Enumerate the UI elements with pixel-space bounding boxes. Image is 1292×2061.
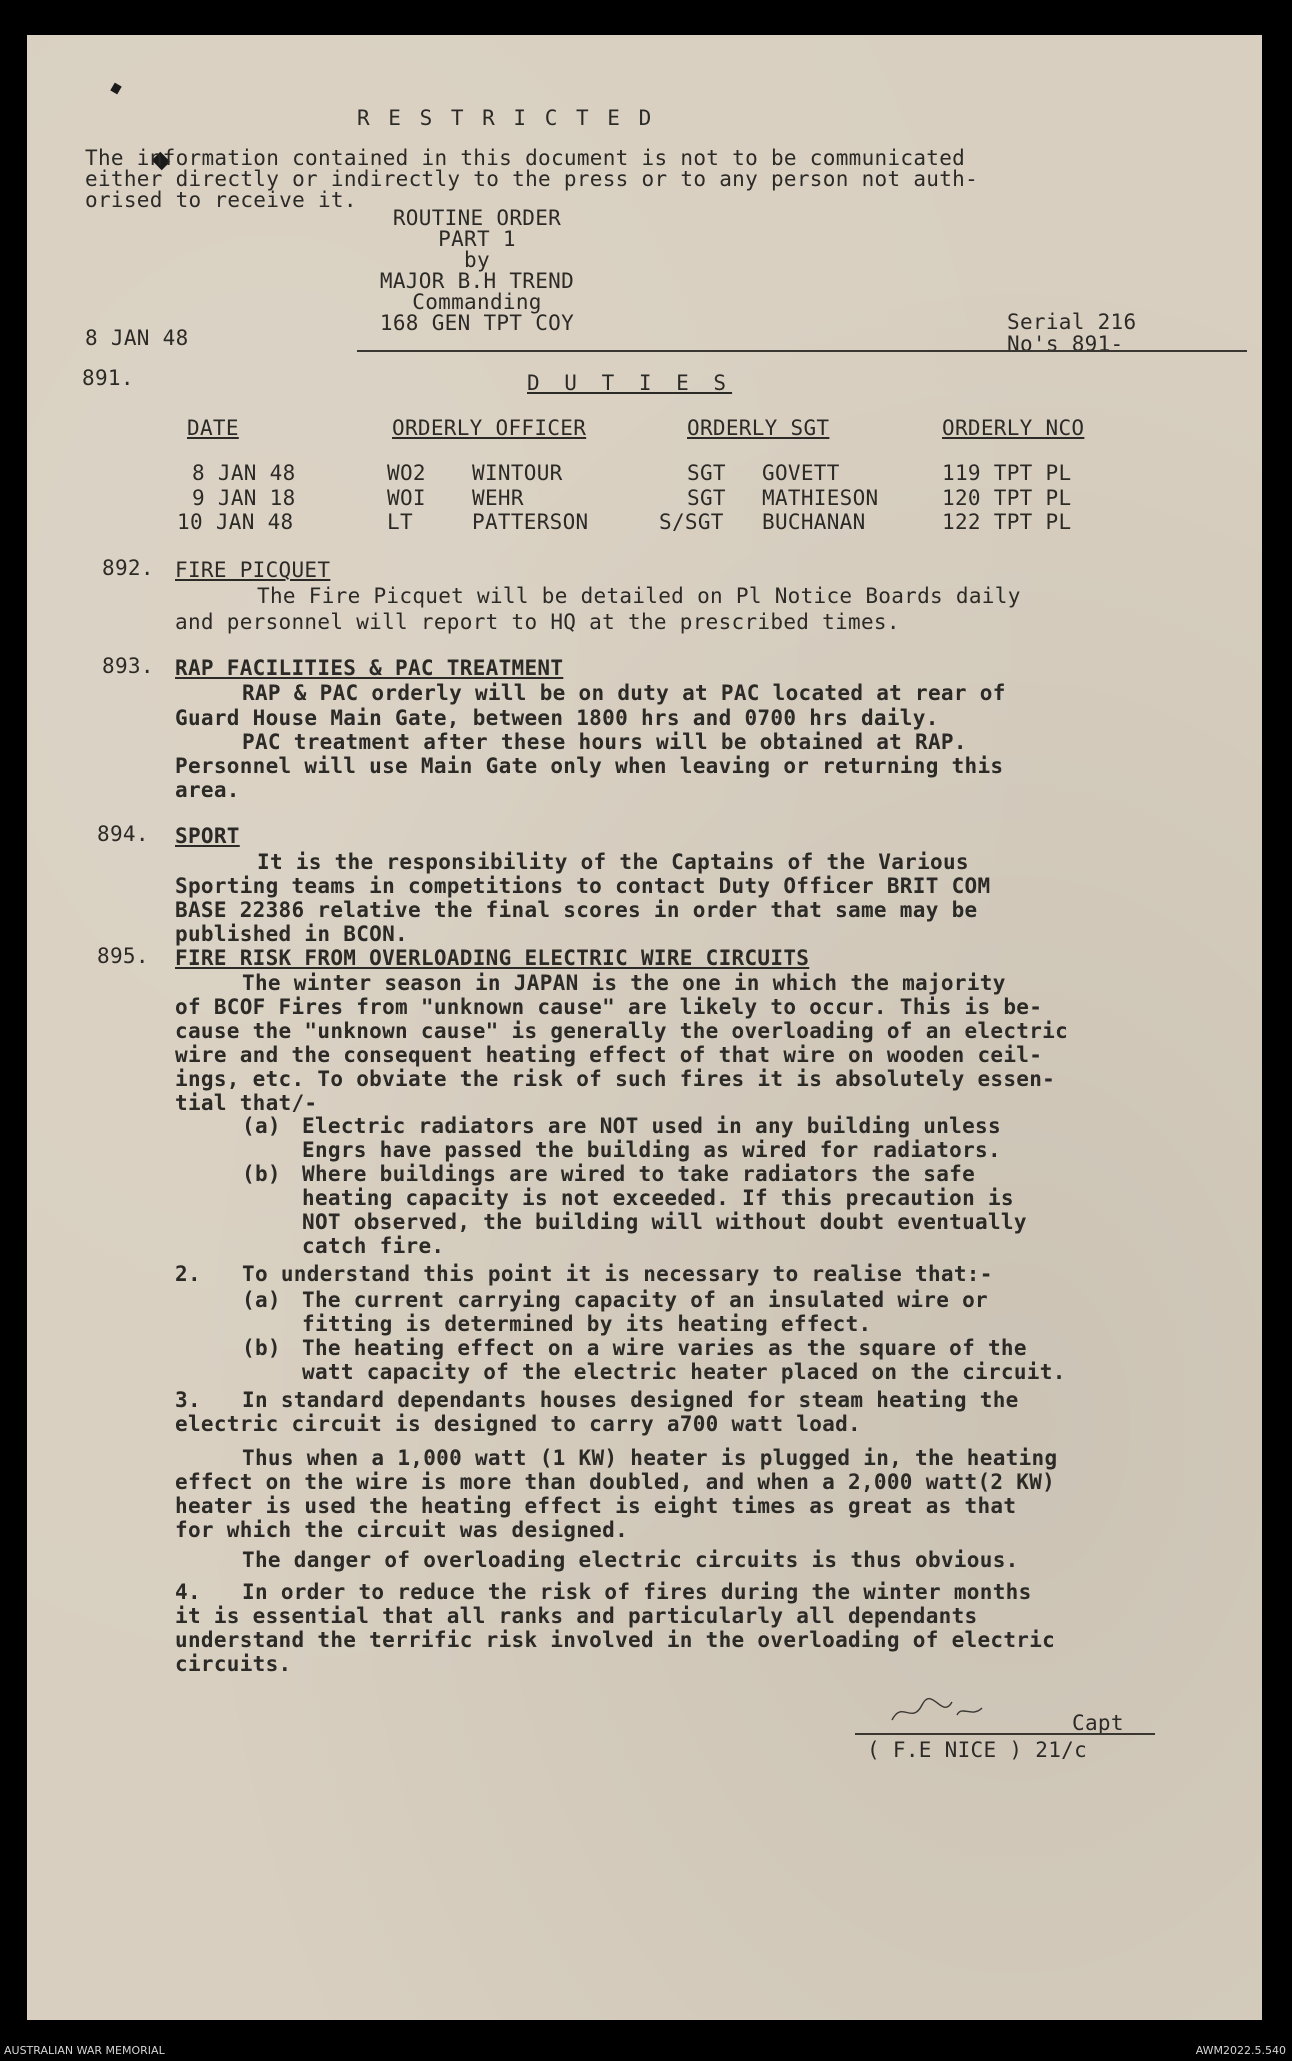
order-title: by <box>464 248 490 272</box>
body-line: The Fire Picquet will be detailed on Pl Notice Boards daily <box>257 584 1021 608</box>
body-line: Personnel will use Main Gate only when leaving or returning this <box>175 754 1004 778</box>
order-title: 168 GEN TPT COY <box>379 311 575 335</box>
order-title: ROUTINE ORDER <box>392 206 562 230</box>
body-line: circuits. <box>175 1652 292 1676</box>
document-page <box>27 35 1262 2020</box>
cell-sgt: MATHIESON <box>762 486 879 510</box>
section-title: FIRE PICQUET <box>175 558 331 582</box>
body-line: RAP & PAC orderly will be on duty at PAC located at rear of <box>242 681 1006 705</box>
cell-officer-rank: WOI <box>387 486 426 510</box>
body-line: area. <box>175 778 240 802</box>
notice-line: The information contained in this document is not to be communicated <box>85 146 966 170</box>
cell-sgt-rank: S/SGT <box>659 510 724 534</box>
ink-mark <box>110 83 121 95</box>
body-line: wire and the consequent heating effect of that wire on wooden ceil- <box>175 1043 1043 1067</box>
body-line: It is the responsibility of the Captains of the Various <box>257 850 969 874</box>
column-header: DATE <box>187 416 239 440</box>
body-line: tial that/- <box>175 1091 318 1115</box>
body-line: heater is used the heating effect is eight times as great as that <box>175 1494 1017 1518</box>
signature-line <box>855 1733 1155 1735</box>
body-line: The danger of overloading electric circuits is thus obvious. <box>242 1548 1019 1572</box>
item-label: (b) <box>242 1336 281 1360</box>
order-numbers: No's 891- <box>1007 332 1124 356</box>
body-line: it is essential that all ranks and particularly all dependants <box>175 1604 978 1628</box>
body-line: Thus when a 1,000 watt (1 KW) heater is plugged in, the heating <box>242 1446 1058 1470</box>
order-title: Commanding <box>412 290 542 314</box>
column-header: ORDERLY SGT <box>687 416 830 440</box>
body-line: heating capacity is not exceeded. If this precaution is <box>302 1186 1014 1210</box>
body-line: for which the circuit was designed. <box>175 1518 629 1542</box>
divider <box>357 350 1247 352</box>
body-line: Electric radiators are NOT used in any building unless <box>302 1114 1001 1138</box>
body-line: understand the terrific risk involved in the overloading of electric <box>175 1628 1056 1652</box>
signature-name: ( F.E NICE ) 21/c <box>867 1738 1088 1762</box>
body-line: PAC treatment after these hours will be obtained at RAP. <box>242 730 967 754</box>
item-label: (b) <box>242 1162 281 1186</box>
order-title: MAJOR B.H TREND <box>379 269 575 293</box>
footer-accession: AWM2022.5.540 <box>1195 2044 1286 2057</box>
body-line: and personnel will report to HQ at the prescribed times. <box>175 610 900 634</box>
section-title: D U T I E S <box>527 371 733 395</box>
body-line: BASE 22386 relative the final scores in order that same may be <box>175 898 978 922</box>
column-header: ORDERLY OFFICER <box>392 416 587 440</box>
handwritten-signature <box>887 1690 997 1730</box>
body-line: ings, etc. To obviate the risk of such fires it is absolutely essen- <box>175 1067 1056 1091</box>
section-number: 894. <box>97 822 149 846</box>
cell-officer-rank: LT <box>387 510 413 534</box>
body-line: Engrs have passed the building as wired for radiators. <box>302 1138 1001 1162</box>
order-title: PART 1 <box>438 227 516 251</box>
cell-officer: WEHR <box>472 486 524 510</box>
footer-source: AUSTRALIAN WAR MEMORIAL <box>4 2044 165 2057</box>
item-label: 2. <box>175 1262 201 1286</box>
item-label: (a) <box>242 1114 281 1138</box>
cell-nco: 122 TPT PL <box>942 510 1072 534</box>
item-label: 4. <box>175 1580 201 1604</box>
body-line: Sporting teams in competitions to contact Duty Officer BRIT COM <box>175 874 991 898</box>
body-line: fitting is determined by its heating effect. <box>302 1312 872 1336</box>
body-line: In order to reduce the risk of fires during the winter months <box>242 1580 1032 1604</box>
item-label: 3. <box>175 1388 201 1412</box>
cell-officer: PATTERSON <box>472 510 589 534</box>
body-line: The winter season in JAPAN is the one in which the majority <box>242 971 1006 995</box>
body-line: of BCOF Fires from "unknown cause" are likely to occur. This is be- <box>175 995 1043 1019</box>
cell-officer-rank: WO2 <box>387 461 426 485</box>
cell-nco: 120 TPT PL <box>942 486 1072 510</box>
notice-line: orised to receive it. <box>85 188 357 212</box>
classification: R E S T R I C T E D <box>357 106 655 130</box>
section-title: FIRE RISK FROM OVERLOADING ELECTRIC WIRE CIRCUITS <box>175 946 810 970</box>
body-line: The heating effect on a wire varies as the square of the <box>302 1336 1027 1360</box>
section-number: 893. <box>102 654 154 678</box>
body-line: To understand this point it is necessary to realise that:- <box>242 1262 993 1286</box>
column-header: ORDERLY NCO <box>942 416 1085 440</box>
signature-rank: Capt <box>1072 1711 1124 1735</box>
body-line: watt capacity of the electric heater placed on the circuit. <box>302 1360 1066 1384</box>
cell-date: 8 JAN 48 <box>192 461 296 485</box>
item-label: (a) <box>242 1288 281 1312</box>
section-number: 892. <box>102 556 154 580</box>
body-line: Where buildings are wired to take radiators the safe <box>302 1162 976 1186</box>
cell-date: 10 JAN 48 <box>177 510 294 534</box>
cell-nco: 119 TPT PL <box>942 461 1072 485</box>
cell-sgt-rank: SGT <box>687 461 726 485</box>
section-title: SPORT <box>175 824 240 848</box>
notice-line: either directly or indirectly to the press or to any person not auth- <box>85 167 979 191</box>
body-line: NOT observed, the building will without doubt eventually <box>302 1210 1027 1234</box>
cell-sgt: GOVETT <box>762 461 840 485</box>
body-line: electric circuit is designed to carry a700 watt load. <box>175 1412 861 1436</box>
body-line: published in BCON. <box>175 922 408 946</box>
order-date: 8 JAN 48 <box>85 326 189 350</box>
cell-sgt-rank: SGT <box>687 486 726 510</box>
section-number: 891. <box>82 366 134 390</box>
cell-officer: WINTOUR <box>472 461 563 485</box>
body-line: cause the "unknown cause" is generally the overloading of an electric <box>175 1019 1069 1043</box>
body-line: effect on the wire is more than doubled, and when a 2,000 watt(2 KW) <box>175 1470 1056 1494</box>
cell-date: 9 JAN 18 <box>192 486 296 510</box>
body-line: The current carrying capacity of an insulated wire or <box>302 1288 988 1312</box>
body-line: Guard House Main Gate, between 1800 hrs and 0700 hrs daily. <box>175 706 939 730</box>
body-line: catch fire. <box>302 1234 445 1258</box>
section-title: RAP FACILITIES & PAC TREATMENT <box>175 656 564 680</box>
serial-number: Serial 216 <box>1007 310 1137 334</box>
section-number: 895. <box>97 944 149 968</box>
cell-sgt: BUCHANAN <box>762 510 866 534</box>
body-line: In standard dependants houses designed for steam heating the <box>242 1388 1019 1412</box>
